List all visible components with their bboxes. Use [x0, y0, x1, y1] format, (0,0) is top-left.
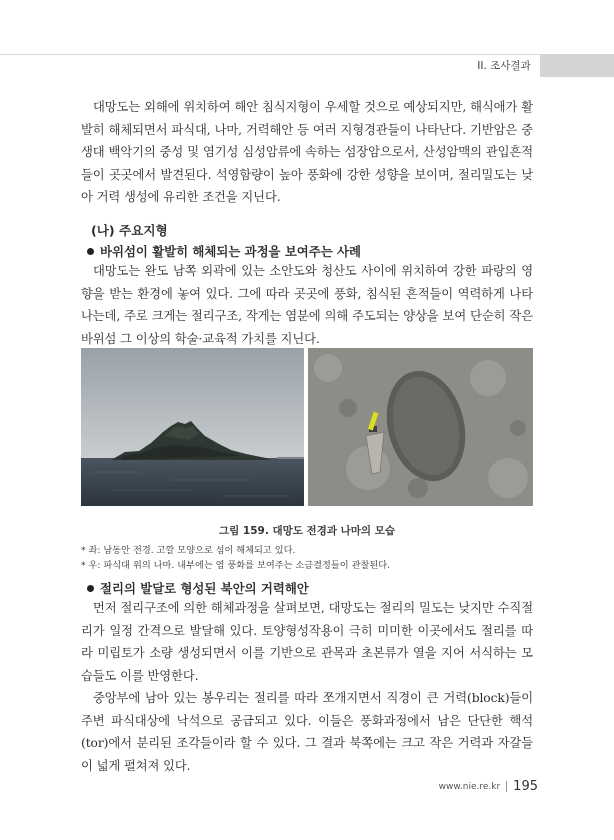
- figure-note-left: * 좌: 남동안 전경. 고깔 모양으로 섬이 해체되고 있다.: [81, 545, 296, 556]
- photo-tafoni: [308, 348, 533, 506]
- page-number: 195: [513, 779, 538, 794]
- topic2-heading-text: 절리의 발달로 형성된 북안의 거력해안: [100, 581, 309, 596]
- bullet-icon: [87, 248, 94, 255]
- header-gray-block: [540, 55, 614, 77]
- topic1-heading: [87, 242, 361, 260]
- topic1-paragraph: 대망도는 완도 남쪽 외곽에 있는 소안도와 청산도 사이에 위치하여 강한 파랑의 영향을 받는 환경에 놓여 있다. 그에 따라 곳곳에 풍화, 침식된 흔적들이 역력하게 나타나는데, 주로 크게는 절리구조, 작게는 염분에 의해 주도되는 양상을 보여 단순히 작은 바위섬 그 이상의 학술·교육적 가치를 지닌다.: [81, 264, 533, 346]
- figure-caption: 그림 159. 대망도 전경과 나마의 모습: [218, 525, 396, 537]
- footer-divider: [506, 781, 507, 792]
- section-label: II. 조사결과: [477, 60, 531, 72]
- bullet-icon: [87, 585, 94, 592]
- topic2-paragraph-1: 먼저 절리구조에 의한 해체과정을 살펴보면, 대망도는 절리의 밀도는 낮지만 수직절리가 일정 간격으로 발달해 있다. 토양형성작용이 극히 미미한 이곳에서도 절리를 따라 미립토가 소량 생성되면서 이를 기반으로 관목과 초본류가 열을 지어 서식하는 모습들도 이를 반영한다.: [81, 601, 533, 683]
- topic2-heading: [87, 579, 309, 597]
- section-header-tab: [468, 55, 614, 77]
- topic2-paragraph-2: 중앙부에 남아 있는 봉우리는 절리를 따라 쪼개지면서 직경이 큰 거력(block)들이 주변 파식대상에 낙석으로 공급되고 있다. 이들은 풍화과정에서 남은 단단한 핵석(tor)에서 분리된 조각들이라 할 수 있다. 그 결과 북쪽에는 크고 작은 거력과 자갈들이 넓게 펼쳐져 있다.: [81, 691, 533, 773]
- section-heading: (나) 주요지형: [91, 223, 168, 238]
- topic1-heading-text: 바위섬이 활발히 해체되는 과정을 보여주는 사례: [100, 244, 361, 259]
- footer-url: www.nie.re.kr: [438, 781, 501, 792]
- page-footer: [439, 779, 538, 794]
- figure-note-right: * 우: 파식대 위의 나마. 내부에는 염 풍화를 보여주는 소금결정들이 관찰된다.: [81, 560, 390, 571]
- intro-paragraph: 대망도는 외해에 위치하여 해안 침식지형이 우세할 것으로 예상되지만, 해식애가 활발히 해체되면서 파식대, 나마, 거력해안 등 여러 지형경관들이 나타난다. 기반암은 중생대 백악기의 중성 및 염기성 심성암류에 속하는 섬장암으로서, 산성암맥의 관입흔적들이 곳곳에서 발견된다. 석영함량이 높아 풍화에 강한 성향을 보이며, 절리밀도는 낮아 거력 생성에 유리한 조건을 지닌다.: [81, 100, 533, 205]
- photo-island-view: [81, 348, 304, 506]
